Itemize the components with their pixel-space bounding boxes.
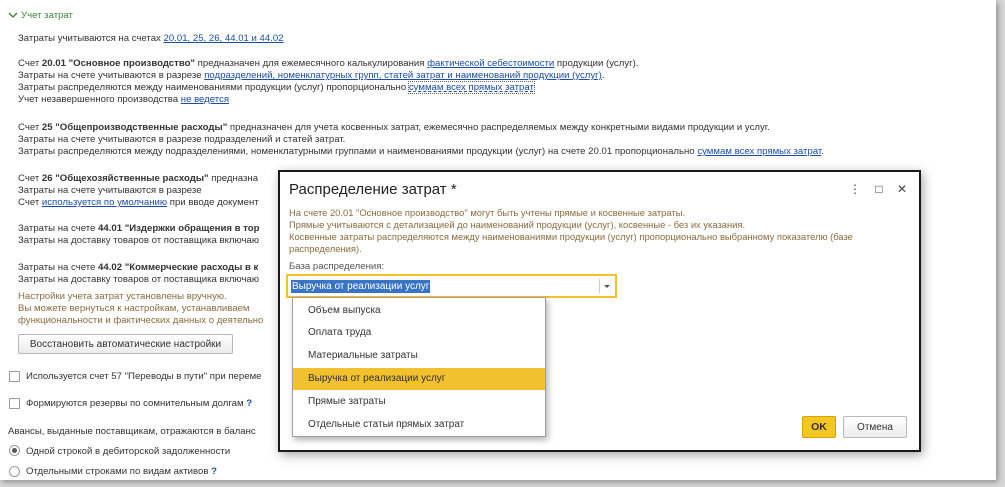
manual-note-line3: функциональности и фактических данных о деятельно [18,315,264,326]
acc26-line2: Затраты на счете учитываются в разрезе [18,185,202,196]
accounts-line [18,33,284,44]
more-icon[interactable]: ⋮ [849,182,861,196]
text: . [821,146,824,157]
group-title: Учет затрат [21,10,73,21]
info-line2: Прямые учитываются с детализацией до наименований продукции (услуг), косвенные - без их указания. [289,219,746,230]
restore-auto-settings-button[interactable]: Восстановить автоматические настройки [18,334,233,354]
acc26-line1 [18,173,258,184]
radio-separate-line [26,466,217,477]
acc25-line3 [18,146,824,157]
acc2001-line3 [18,82,534,93]
text: Затраты распределяются между наименованиями продукции (услуг) пропорционально [18,82,409,93]
text: предназна [208,173,259,184]
analytics-link[interactable]: подразделений, номенклатурных групп, статей затрат и наименований продукции (услуг) [204,70,602,81]
account-name: 25 "Общепроизводственные расходы" [41,122,228,133]
actual-cost-link[interactable]: фактической себестоимости [427,58,555,69]
option-item[interactable]: Материальные затраты [308,350,418,361]
account57-checkbox[interactable] [9,371,20,382]
text: Счет [18,58,42,69]
info-line1: На счете 20.01 "Основное производство" могут быть учтены прямые и косвенные затраты. [289,207,686,218]
radio-separate-label: Отдельными строками по видам активов [26,466,209,477]
accounts-text: Затраты учитываются на счетах [18,33,164,44]
acc4401-line2: Затраты на доставку товаров от поставщика включаю [18,235,260,246]
acc25-line2: Затраты на счете учитываются в разрезе подразделений и статей затрат. [18,134,346,145]
ok-button[interactable]: OK [802,416,836,438]
text: предназначен для учета косвенных затрат, ежемесячно распределяемых между конкретными видами продукции и услуг. [227,122,770,133]
radio-one-line[interactable] [9,445,20,456]
account-name: 26 "Общехозяйственные расходы" [41,173,209,184]
info-line3: Косвенные затраты распределяются между наименованиями продукции (услуг) пропорционально выбранному показателю (базе [289,231,853,242]
acc2001-line1 [18,58,638,69]
option-item[interactable]: Отдельные статьи прямых затрат [308,419,465,430]
option-item[interactable]: Прямые затраты [308,396,386,407]
radio-separate-lines[interactable] [9,466,20,477]
maximize-icon[interactable]: □ [875,182,883,196]
acc26-line3 [18,197,259,208]
info-line4: распределения). [289,243,362,254]
text: Затраты на счете [18,262,99,273]
acc2001-line2 [18,70,605,81]
accounts-link[interactable]: 20.01, 25, 26, 44.01 и 44.02 [163,33,284,44]
combo-value: Выручка от реализации услуг [292,281,430,292]
account57-label: Используется счет 57 "Переводы в пути" при переме [26,371,262,382]
radio-one-line-label: Одной строкой в дебиторской задолженности [26,446,231,457]
text: продукции (услуг). [554,58,639,69]
text: Затраты распределяются между подразделениями, номенклатурными группами и наименованиями продукции (услуг) на счете 20.01 пропорционально [18,146,698,157]
acc4401-line1 [18,223,259,234]
option-item-selected[interactable]: Выручка от реализации услуг [293,368,545,390]
dialog-title: Распределение затрат * [289,181,457,198]
cancel-button[interactable]: Отмена [843,416,907,438]
text: при вводе документ [167,197,259,208]
text: . [601,70,605,81]
text: Счет [18,173,42,184]
manual-note-line1: Настройки учета затрат установлены вручную. [18,291,227,302]
account-name: 20.01 "Основное производство" [41,58,195,69]
help-icon[interactable]: ? [211,466,217,477]
text: Счет [18,197,42,208]
distribution-base-link[interactable]: суммам всех прямых затрат [408,82,534,93]
options-dropdown [292,297,546,437]
acc2001-line4 [18,94,229,105]
text: Счет [18,122,42,133]
reserves-checkbox[interactable] [9,398,20,409]
cost-distribution-dialog [278,170,921,452]
wip-link[interactable]: не ведется [180,94,230,105]
manual-note-line2: Вы можете вернуться к настройкам, устанавливаем [18,303,250,314]
reserves-label-line [26,398,252,409]
account-name: 44.01 "Издержки обращения в тор [98,223,260,234]
text: Затраты на счете учитываются в разрезе [18,70,205,81]
dropdown-arrow-icon[interactable] [599,279,611,293]
text: Затраты на счете [18,223,99,234]
reserves-label: Формируются резервы по сомнительным долгам [26,398,244,409]
option-item[interactable]: Оплата труда [308,327,372,338]
acc4402-line2: Затраты на доставку товаров от поставщика включаю [18,274,260,285]
default-usage-link[interactable]: используется по умолчанию [41,197,168,208]
text: предназначен для ежемесячного калькулирования [195,58,428,69]
acc4402-line1 [18,262,258,273]
acc25-line1 [18,122,770,133]
acc25-distribution-link[interactable]: суммам всех прямых затрат [697,146,822,157]
chevron-down-icon [8,11,18,19]
account-name: 44.02 "Коммерческие расходы в к [98,262,259,273]
group-header-cost-accounting[interactable] [8,10,73,21]
option-item[interactable]: Объем выпуска [308,305,381,316]
close-icon[interactable]: ✕ [896,182,908,196]
base-label: База распределения: [289,261,385,272]
text: Учет незавершенного производства [18,94,181,105]
help-icon[interactable]: ? [246,398,253,409]
advances-label: Авансы, выданные поставщикам, отражаются в баланс [8,426,256,437]
distribution-base-combo[interactable] [286,274,617,298]
